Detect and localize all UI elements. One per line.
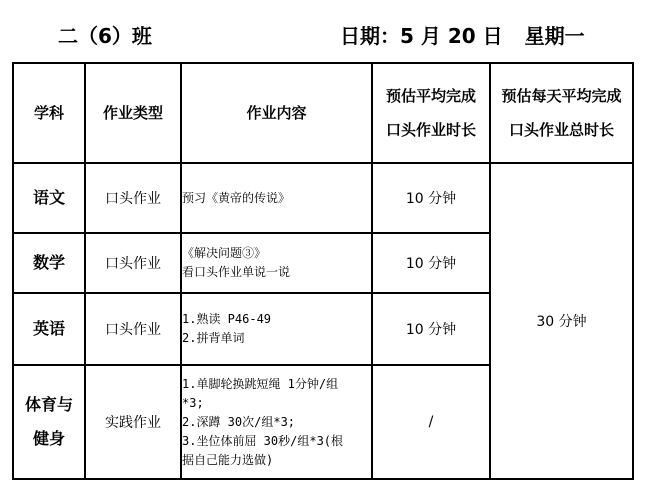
content-cell: 预习《黄帝的传说》 bbox=[181, 163, 372, 233]
homework-table bbox=[12, 62, 634, 480]
time-cell: / bbox=[372, 365, 490, 479]
type-cell: 口头作业 bbox=[85, 293, 181, 365]
date-header bbox=[340, 20, 585, 49]
date-label: 日期：5 月 20 日 bbox=[340, 24, 503, 48]
subject-cell: 英语 bbox=[13, 293, 85, 365]
time-cell: 10 分钟 bbox=[372, 233, 490, 293]
table-row bbox=[13, 163, 633, 233]
time-cell: 10 分钟 bbox=[372, 293, 490, 365]
weekday-label: 星期一 bbox=[524, 24, 585, 48]
content-cell: 1.单脚轮换跳短绳 1分钟/组 *3; 2.深蹲 30次/组*3; 3.坐位体前屈 30秒/组*3(根 据自己能力选做) bbox=[181, 365, 372, 479]
type-cell: 实践作业 bbox=[85, 365, 181, 479]
column-header-content: 作业内容 bbox=[181, 63, 372, 163]
type-cell: 口头作业 bbox=[85, 233, 181, 293]
column-header-type: 作业类型 bbox=[85, 63, 181, 163]
time-cell: 10 分钟 bbox=[372, 163, 490, 233]
column-header-total-time: 预估每天平均完成 口头作业总时长 bbox=[490, 63, 633, 163]
type-cell: 口头作业 bbox=[85, 163, 181, 233]
content-cell: 1.熟读 P46-49 2.拼背单词 bbox=[181, 293, 372, 365]
header-row bbox=[13, 63, 633, 163]
subject-cell: 数学 bbox=[13, 233, 85, 293]
column-header-avg-time: 预估平均完成 口头作业时长 bbox=[372, 63, 490, 163]
class-title: 二（6）班 bbox=[58, 24, 152, 48]
subject-cell: 语文 bbox=[13, 163, 85, 233]
column-header-subject: 学科 bbox=[13, 63, 85, 163]
subject-cell: 体育与 健身 bbox=[13, 365, 85, 479]
content-cell: 《解决问题③》 看口头作业单说一说 bbox=[181, 233, 372, 293]
total-time-cell: 30 分钟 bbox=[490, 163, 633, 479]
